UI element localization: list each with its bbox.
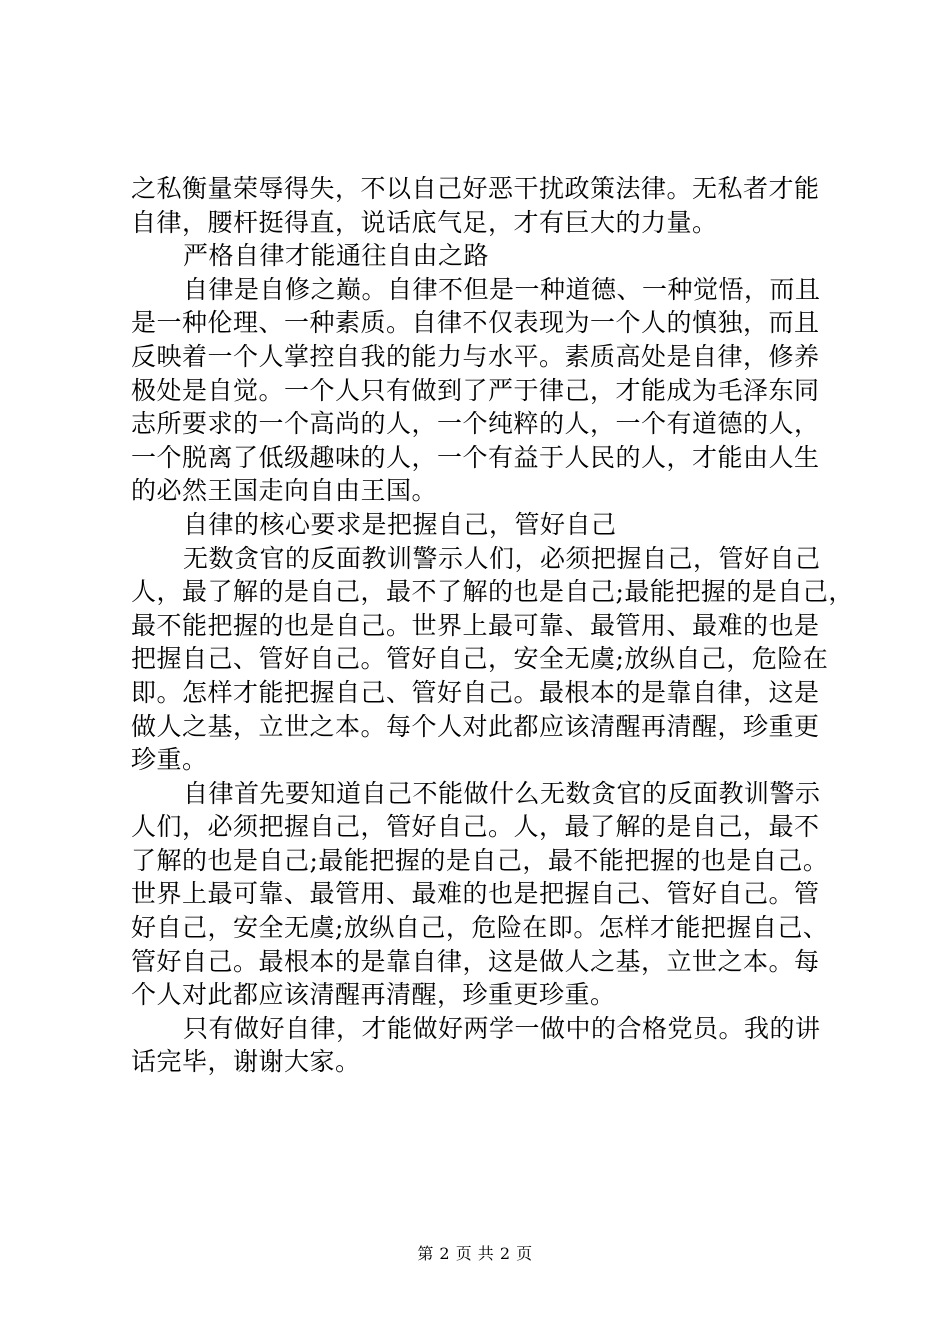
text-line: 人们，必须把握自己，管好自己。人，最了解的是自己，最不 xyxy=(131,812,820,842)
text-line: 好自己，安全无虞;放纵自己，危险在即。怎样才能把握自己、 xyxy=(131,913,829,943)
text-line: 最不能把握的也是自己。世界上最可靠、最管用、最难的也是 xyxy=(131,610,820,640)
text-line: 珍重。 xyxy=(131,745,208,775)
text-line: 自律是自修之巅。自律不但是一种道德、一种觉悟，而且 xyxy=(183,274,821,304)
text-line: 只有做好自律，才能做好两学一做中的合格党员。我的讲 xyxy=(183,1013,821,1043)
text-line: 极处是自觉。一个人只有做到了严于律己，才能成为毛泽东同 xyxy=(131,375,820,405)
text-line: 志所要求的一个高尚的人，一个纯粹的人，一个有道德的人， xyxy=(131,409,820,439)
text-line: 话完毕，谢谢大家。 xyxy=(131,1047,361,1077)
text-line: 之私衡量荣辱得失，不以自己好恶干扰政策法律。无私者才能 xyxy=(131,174,820,203)
text-line: 做人之基，立世之本。每个人对此都应该清醒再清醒，珍重更 xyxy=(131,711,820,741)
text-line: 自律首先要知道自己不能做什么无数贪官的反面教训警示 xyxy=(183,778,821,808)
text-line: 即。怎样才能把握自己、管好自己。最根本的是靠自律，这是 xyxy=(131,677,820,707)
text-line: 无数贪官的反面教训警示人们，必须把握自己，管好自己 xyxy=(183,543,821,573)
text-line: 把握自己、管好自己。管好自己，安全无虞;放纵自己，危险在 xyxy=(131,644,829,674)
text-line: 人，最了解的是自己，最不了解的也是自己;最能把握的是自己， xyxy=(131,577,854,607)
text-line: 反映着一个人掌控自我的能力与水平。素质高处是自律，修养 xyxy=(131,341,820,371)
text-line: 自律，腰杆挺得直，说话底气足，才有巨大的力量。 xyxy=(131,207,718,237)
document-body xyxy=(131,172,854,1079)
text-line: 严格自律才能通往自由之路 xyxy=(183,241,490,271)
text-line: 一个脱离了低级趣味的人，一个有益于人民的人，才能由人生 xyxy=(131,442,820,472)
text-line: 了解的也是自己;最能把握的是自己，最不能把握的也是自己。 xyxy=(131,845,829,875)
text-line: 是一种伦理、一种素质。自律不仅表现为一个人的慎独，而且 xyxy=(131,308,820,338)
text-line: 自律的核心要求是把握自己，管好自己 xyxy=(183,509,617,539)
page-footer: 第 2 页 共 2 页 xyxy=(417,1244,533,1263)
text-line: 的必然王国走向自由王国。 xyxy=(131,476,438,506)
text-line: 个人对此都应该清醒再清醒，珍重更珍重。 xyxy=(131,980,616,1010)
text-line: 管好自己。最根本的是靠自律，这是做人之基，立世之本。每 xyxy=(131,946,820,976)
text-line: 世界上最可靠、最管用、最难的也是把握自己、管好自己。管 xyxy=(131,879,820,909)
